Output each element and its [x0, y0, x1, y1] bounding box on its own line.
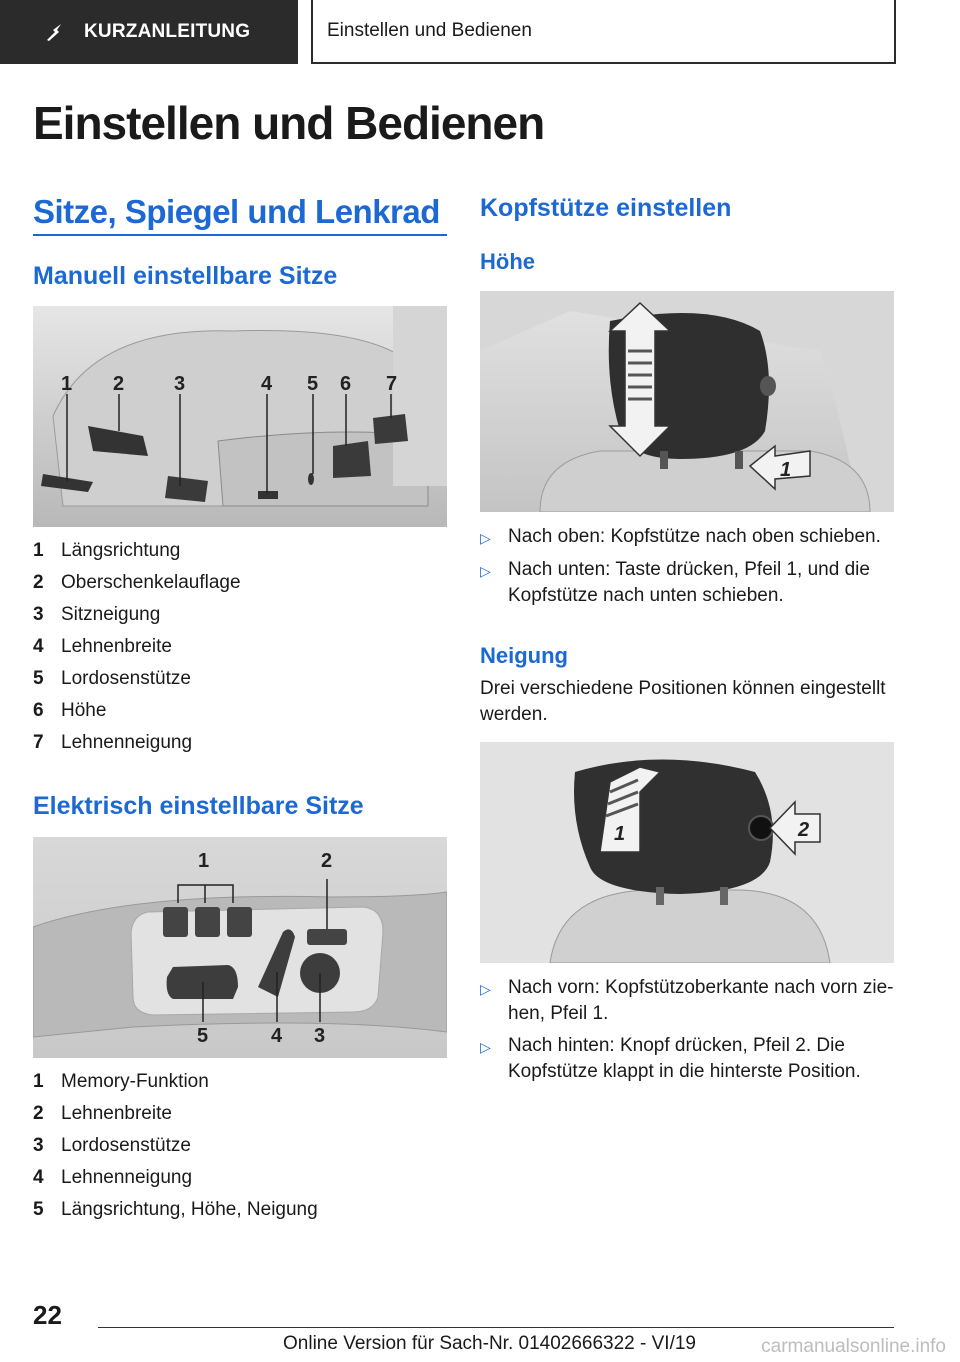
- footer-divider: [98, 1327, 894, 1328]
- list-item: ▷ Nach hinten: Knopf drücken, Pfeil 2. Die Kopfstütze klappt in die hinterste Position.: [480, 1033, 894, 1085]
- list-item: 4 Lehnenbreite: [33, 636, 172, 657]
- list-item: 3 Sitzneigung: [33, 604, 161, 625]
- list-item: 1 Längsrichtung: [33, 540, 181, 561]
- manual-seat-legend: [33, 535, 447, 759]
- page-number: 22: [33, 1300, 62, 1330]
- manual-callout-4: 4: [261, 373, 273, 395]
- height-callout-1: 1: [780, 459, 792, 481]
- electric-callout-3: 3: [314, 1025, 326, 1047]
- header-chapter-label: Einstellen und Bedienen: [327, 20, 532, 41]
- watermark: carmanualsonline.info: [761, 1336, 946, 1357]
- header-section-tab[interactable]: [0, 0, 298, 64]
- list-item: 6 Höhe: [33, 700, 107, 721]
- electric-callout-4: 4: [271, 1025, 283, 1047]
- lightning-icon: [44, 21, 66, 43]
- electric-callout-5: 5: [197, 1025, 209, 1047]
- page-title: Einstellen und Bedienen: [33, 97, 545, 149]
- heading-tilt: Neigung: [480, 643, 568, 668]
- headrest-tilt-figure: [480, 742, 894, 963]
- heading-height: Höhe: [480, 249, 535, 274]
- manual-callout-1: 1: [61, 373, 73, 395]
- height-bullets: [480, 524, 894, 615]
- electric-callout-1: 1: [198, 850, 210, 872]
- list-item: 1 Memory-Funktion: [33, 1071, 209, 1092]
- heading-electric-seats: Elektrisch einstellbare Sitze: [33, 792, 364, 820]
- tilt-bullets: [480, 975, 894, 1091]
- section-title-seats: Sitze, Spiegel und Lenkrad: [33, 193, 440, 230]
- list-item: ▷ Nach unten: Taste drücken, Pfeil 1, und die Kopfstütze nach unten schieben.: [480, 557, 894, 609]
- list-item: 5 Lordosenstütze: [33, 668, 191, 689]
- headrest-height-figure: [480, 291, 894, 512]
- section-title-headrest: Kopfstütze einstellen: [480, 194, 732, 222]
- manual-callout-2: 2: [113, 373, 125, 395]
- list-item: 3 Lordosenstütze: [33, 1135, 191, 1156]
- list-item: 2 Lehnenbreite: [33, 1103, 172, 1124]
- manual-callout-3: 3: [174, 373, 186, 395]
- manual-callout-6: 6: [340, 373, 352, 395]
- electric-seat-legend: [33, 1066, 447, 1226]
- list-item: ▷ Nach vorn: Kopfstützoberkante nach vorn zie-hen, Pfeil 1.: [480, 975, 894, 1027]
- heading-manual-seats: Manuell einstellbare Sitze: [33, 262, 338, 290]
- manual-callout-7: 7: [386, 373, 398, 395]
- header-section-label: KURZANLEITUNG: [84, 21, 251, 42]
- electric-seat-figure: [33, 837, 447, 1058]
- tilt-callout-1: 1: [614, 823, 626, 845]
- tilt-intro: Drei verschiedene Positionen können eingestellt werden.: [480, 678, 886, 725]
- list-item: 4 Lehnenneigung: [33, 1167, 193, 1188]
- manual-seat-figure: [33, 306, 447, 527]
- manual-callout-5: 5: [307, 373, 319, 395]
- section-rule: [33, 234, 447, 236]
- header-chapter-tab[interactable]: [311, 0, 896, 64]
- list-item: 7 Lehnenneigung: [33, 732, 193, 753]
- bullet-triangle-icon: ▷: [480, 530, 491, 546]
- bullet-triangle-icon: ▷: [480, 563, 491, 579]
- list-item: 2 Oberschenkelauflage: [33, 572, 241, 593]
- list-item: 5 Längsrichtung, Höhe, Neigung: [33, 1199, 318, 1220]
- list-item: ▷ Nach oben: Kopfstütze nach oben schieben.: [480, 524, 894, 551]
- electric-callout-2: 2: [321, 850, 333, 872]
- bullet-triangle-icon: ▷: [480, 981, 491, 997]
- tilt-callout-2: 2: [798, 819, 810, 841]
- bullet-triangle-icon: ▷: [480, 1039, 491, 1055]
- footer-online-version: Online Version für Sach-Nr. 01402666322 - VI/19: [283, 1333, 696, 1354]
